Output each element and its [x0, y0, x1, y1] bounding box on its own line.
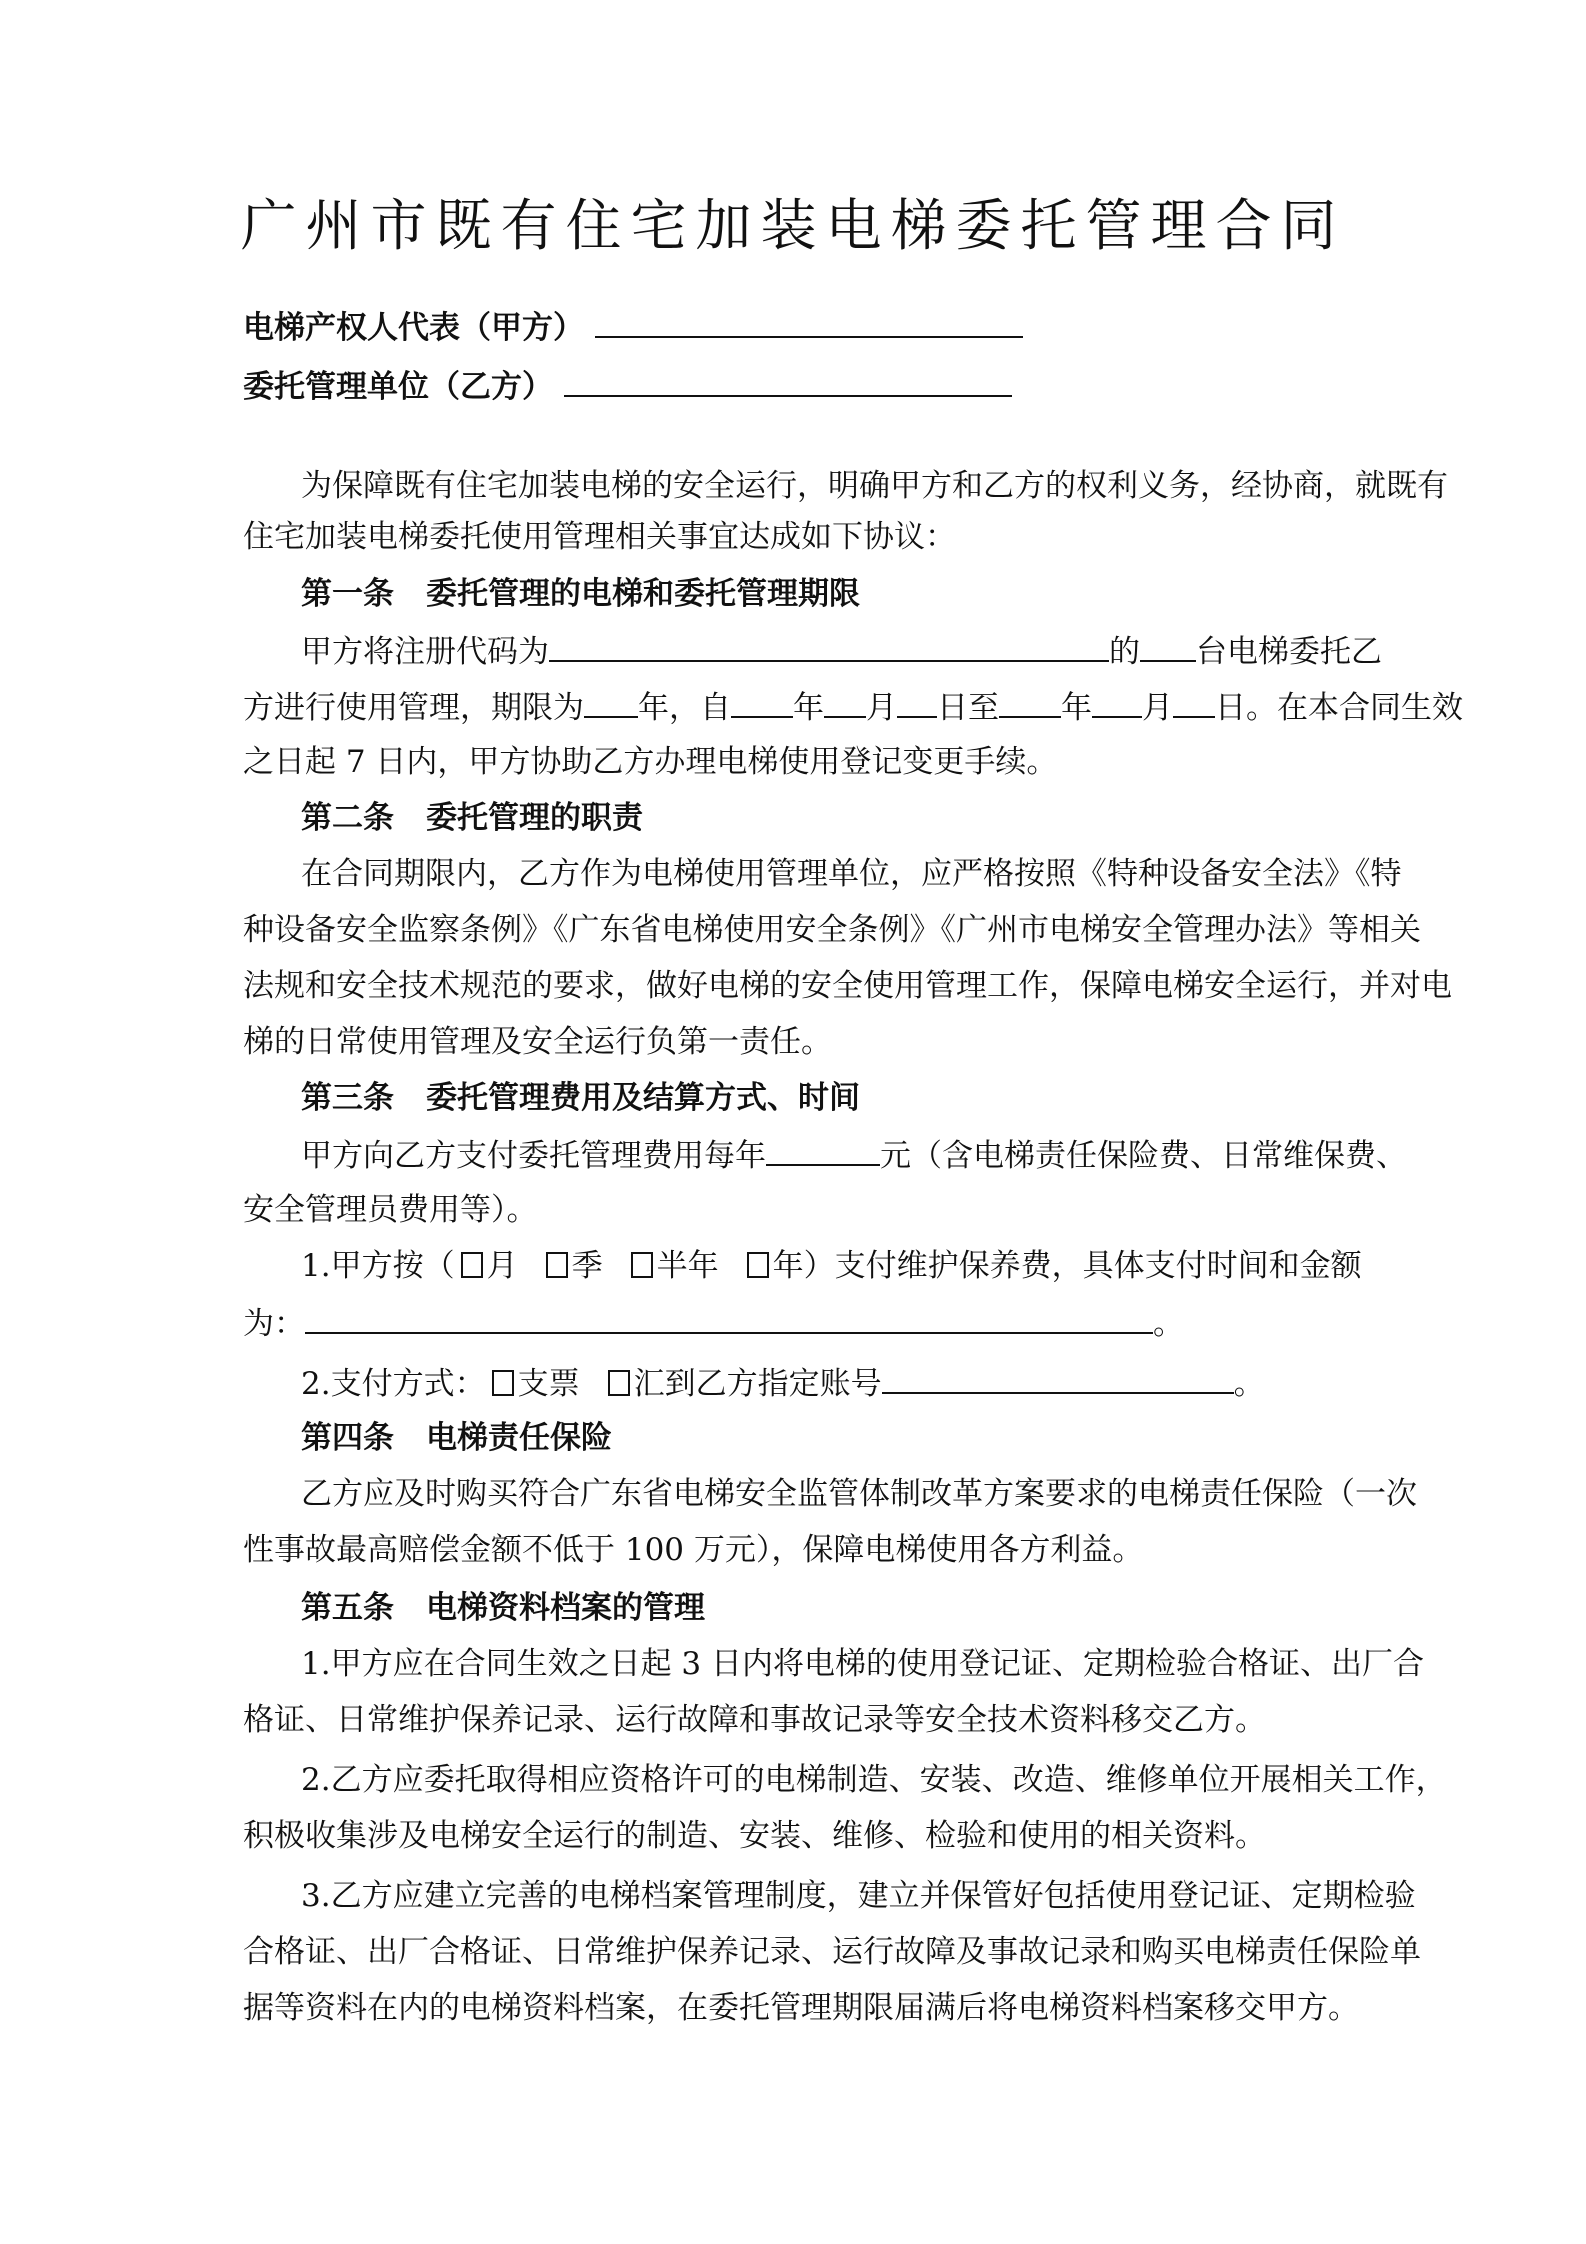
term-years-blank[interactable]: [584, 682, 638, 718]
article-3-line-1: 甲方向乙方支付委托管理费用每年 元（含电梯责任保险费、日常维保费、: [301, 1130, 1353, 1178]
start-month-blank[interactable]: [824, 682, 866, 718]
article-5-number: 第五条: [301, 1590, 394, 1626]
article-5-p3-line-3: 据等资料在内的电梯资料档案，在委托管理期限届满后将电梯资料档案移交甲方。: [243, 1990, 1359, 2026]
article-5-p2-line-2: 积极收集涉及电梯安全运行的制造、安装、维修、检验和使用的相关资料。: [243, 1818, 1266, 1854]
article-5-p3-line-2: 合格证、出厂合格证、日常维护保养记录、运行故障及事故记录和购买电梯责任保险单: [243, 1934, 1421, 1970]
start-day-blank[interactable]: [897, 682, 937, 718]
party-a-blank[interactable]: [595, 302, 1023, 338]
party-a-line: [243, 302, 1353, 350]
payment-time-amount-blank[interactable]: [305, 1298, 1153, 1334]
article-1-line-2: 方进行使用管理，期限为 年，自 年 月 日至 年 月 日。在本合同生效: [243, 682, 1353, 730]
preamble-line-1: 为保障既有住宅加装电梯的安全运行，明确甲方和乙方的权利义务，经协商，就既有: [301, 468, 1448, 504]
article-1-line-1: 甲方将注册代码为 的 台电梯委托乙: [301, 626, 1353, 674]
end-month-blank[interactable]: [1092, 682, 1142, 718]
article-3-line-2: 安全管理员费用等）。: [243, 1192, 538, 1228]
article-5-heading: [301, 1584, 705, 1632]
party-b-line: [243, 361, 1353, 409]
article-3-payment-method: 2.支付方式： 支票 汇到乙方指定账号 。: [301, 1358, 1353, 1406]
article-5-p2-line-1: 2.乙方应委托取得相应资格许可的电梯制造、安装、改造、维修单位开展相关工作，: [301, 1762, 1447, 1798]
end-day-blank[interactable]: [1173, 682, 1215, 718]
checkbox-cheque[interactable]: [492, 1370, 514, 1396]
checkbox-transfer[interactable]: [608, 1370, 630, 1396]
article-3-payment-period: 1.甲方按（ 月 季 半年 年）支付维护保养费，具体支付时间和金额: [301, 1248, 1362, 1284]
article-4-title: 电梯责任保险: [426, 1420, 612, 1456]
article-3-number: 第三条: [301, 1080, 394, 1116]
article-2-line-2: 种设备安全监察条例》《广东省电梯使用安全条例》《广州市电梯安全管理办法》等相关: [243, 912, 1421, 948]
article-3-payment-amount: 为： 。: [243, 1298, 1353, 1346]
document-title: 广州市既有住宅加装电梯委托管理合同: [240, 194, 1346, 259]
article-2-number: 第二条: [301, 800, 394, 836]
end-year-blank[interactable]: [999, 682, 1061, 718]
checkbox-month[interactable]: [461, 1252, 483, 1278]
article-1-title: 委托管理的电梯和委托管理期限: [426, 576, 860, 612]
checkbox-year[interactable]: [747, 1252, 769, 1278]
article-2-line-4: 梯的日常使用管理及安全运行负第一责任。: [243, 1024, 832, 1060]
start-year-blank[interactable]: [731, 682, 793, 718]
preamble-line-2: 住宅加装电梯委托使用管理相关事宜达成如下协议：: [243, 519, 956, 555]
account-number-blank[interactable]: [882, 1358, 1234, 1394]
article-4-line-1: 乙方应及时购买符合广东省电梯安全监管体制改革方案要求的电梯责任保险（一次: [301, 1476, 1417, 1512]
article-3-title: 委托管理费用及结算方式、时间: [426, 1080, 860, 1116]
article-4-line-2: 性事故最高赔偿金额不低于 100 万元），保障电梯使用各方利益。: [243, 1532, 1144, 1568]
article-5-p1-line-1: 1.甲方应在合同生效之日起 3 日内将电梯的使用登记证、定期检验合格证、出厂合: [301, 1646, 1425, 1682]
annual-fee-blank[interactable]: [766, 1130, 880, 1166]
article-4-heading: [301, 1414, 612, 1462]
elevator-count-blank[interactable]: [1140, 626, 1196, 662]
article-2-line-1: 在合同期限内，乙方作为电梯使用管理单位，应严格按照《特种设备安全法》《特: [301, 856, 1402, 892]
article-1-heading: [301, 570, 860, 618]
party-b-label: 委托管理单位（乙方）: [243, 369, 553, 405]
article-4-number: 第四条: [301, 1420, 394, 1456]
article-2-heading: [301, 794, 643, 842]
article-3-heading: [301, 1074, 860, 1122]
party-a-label: 电梯产权人代表（甲方）: [243, 310, 584, 346]
article-5-p3-line-1: 3.乙方应建立完善的电梯档案管理制度，建立并保管好包括使用登记证、定期检验: [301, 1878, 1416, 1914]
article-2-line-3: 法规和安全技术规范的要求，做好电梯的安全使用管理工作，保障电梯安全运行，并对电: [243, 968, 1452, 1004]
article-5-p1-line-2: 格证、日常维护保养记录、运行故障和事故记录等安全技术资料移交乙方。: [243, 1702, 1266, 1738]
article-5-title: 电梯资料档案的管理: [426, 1590, 705, 1626]
checkbox-half-year[interactable]: [631, 1252, 653, 1278]
registration-code-blank[interactable]: [549, 626, 1109, 662]
article-1-line-3: 之日起 7 日内，甲方协助乙方办理电梯使用登记变更手续。: [243, 744, 1058, 780]
article-1-number: 第一条: [301, 576, 394, 612]
article-2-title: 委托管理的职责: [426, 800, 643, 836]
party-b-blank[interactable]: [564, 361, 1012, 397]
checkbox-season[interactable]: [546, 1252, 568, 1278]
